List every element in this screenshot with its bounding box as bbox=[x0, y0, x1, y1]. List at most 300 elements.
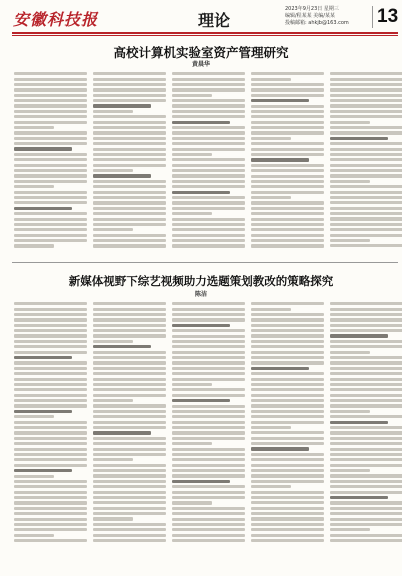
text-line bbox=[14, 212, 87, 215]
text-line bbox=[330, 512, 402, 515]
text-line bbox=[93, 523, 166, 526]
text-line bbox=[14, 313, 87, 316]
article2-title: 新媒体视野下综艺视频助力选题策划教改的策略探究 bbox=[68, 274, 334, 288]
text-line bbox=[172, 501, 212, 504]
text-line bbox=[14, 507, 87, 510]
text-line bbox=[251, 485, 291, 488]
text-line bbox=[93, 421, 166, 424]
text-line bbox=[251, 318, 324, 321]
text-line bbox=[330, 148, 402, 151]
text-line bbox=[93, 110, 133, 113]
text-line bbox=[14, 137, 87, 140]
text-line bbox=[172, 340, 245, 343]
text-line bbox=[251, 351, 324, 354]
masthead-rule-thin bbox=[12, 35, 398, 36]
text-line bbox=[172, 442, 212, 445]
text-line bbox=[172, 78, 245, 81]
text-line bbox=[251, 223, 324, 226]
text-line bbox=[14, 378, 87, 381]
text-line bbox=[172, 191, 230, 194]
text-line bbox=[172, 308, 245, 311]
text-line bbox=[14, 372, 87, 375]
text-line bbox=[93, 180, 166, 183]
text-line bbox=[251, 491, 324, 494]
text-line bbox=[330, 383, 402, 386]
text-line bbox=[93, 148, 166, 151]
text-line bbox=[251, 512, 324, 515]
text-line bbox=[330, 164, 402, 167]
text-line bbox=[14, 410, 72, 413]
text-line bbox=[14, 115, 87, 118]
text-line bbox=[14, 131, 87, 134]
text-line bbox=[172, 378, 245, 381]
text-line bbox=[93, 415, 166, 418]
text-line bbox=[14, 334, 87, 337]
text-line bbox=[251, 153, 324, 156]
text-line bbox=[14, 142, 87, 145]
text-line bbox=[14, 501, 87, 504]
text-line bbox=[172, 405, 245, 408]
text-line bbox=[251, 207, 324, 210]
text-line bbox=[14, 78, 87, 81]
text-line bbox=[172, 415, 245, 418]
text-line bbox=[251, 534, 324, 537]
text-line bbox=[172, 388, 245, 391]
text-line bbox=[330, 302, 402, 305]
text-line bbox=[330, 201, 402, 204]
text-line bbox=[93, 228, 133, 231]
text-line bbox=[14, 126, 54, 129]
text-column bbox=[172, 300, 245, 544]
article2-body bbox=[14, 300, 402, 544]
text-line bbox=[251, 191, 324, 194]
text-line bbox=[251, 131, 324, 134]
text-line bbox=[330, 244, 402, 247]
text-line bbox=[93, 399, 133, 402]
text-line bbox=[251, 410, 324, 413]
text-line bbox=[172, 458, 245, 461]
text-line bbox=[14, 399, 87, 402]
text-line bbox=[251, 399, 324, 402]
text-line bbox=[251, 169, 324, 172]
text-line bbox=[93, 507, 166, 510]
text-line bbox=[330, 207, 402, 210]
text-line bbox=[14, 218, 87, 221]
text-line bbox=[330, 345, 402, 348]
text-line bbox=[172, 512, 245, 515]
text-line bbox=[251, 539, 324, 542]
text-line bbox=[14, 180, 87, 183]
text-line bbox=[14, 528, 87, 531]
text-line bbox=[14, 174, 87, 177]
text-line bbox=[14, 239, 87, 242]
text-line bbox=[330, 539, 402, 542]
text-line bbox=[330, 361, 402, 364]
text-line bbox=[14, 421, 87, 424]
text-line bbox=[251, 78, 291, 81]
text-column bbox=[14, 300, 87, 544]
text-line bbox=[93, 404, 166, 407]
text-line bbox=[93, 480, 166, 483]
text-line bbox=[172, 126, 245, 129]
text-line bbox=[251, 239, 324, 242]
text-line bbox=[93, 131, 166, 134]
text-line bbox=[14, 223, 87, 226]
text-line bbox=[14, 302, 87, 305]
page-number-box bbox=[372, 6, 399, 28]
text-line bbox=[172, 158, 245, 161]
text-line bbox=[330, 324, 402, 327]
text-line bbox=[172, 426, 245, 429]
text-line bbox=[14, 491, 87, 494]
text-line bbox=[172, 469, 245, 472]
text-line bbox=[172, 207, 245, 210]
article-separator bbox=[12, 262, 398, 263]
text-line bbox=[251, 329, 324, 332]
text-line bbox=[14, 431, 87, 434]
text-line bbox=[330, 523, 402, 526]
text-line bbox=[172, 302, 245, 305]
text-line bbox=[93, 99, 166, 102]
text-line bbox=[330, 212, 402, 215]
text-line bbox=[93, 201, 166, 204]
text-line bbox=[172, 335, 245, 338]
text-line bbox=[330, 228, 402, 231]
text-line bbox=[93, 469, 166, 472]
text-line bbox=[172, 356, 245, 359]
text-line bbox=[172, 324, 230, 327]
text-line bbox=[330, 153, 402, 156]
text-line bbox=[172, 180, 245, 183]
text-line bbox=[14, 351, 87, 354]
text-line bbox=[330, 528, 370, 531]
text-line bbox=[172, 367, 245, 370]
text-line bbox=[251, 164, 324, 167]
text-line bbox=[330, 507, 402, 510]
text-line bbox=[251, 523, 324, 526]
text-column bbox=[330, 300, 402, 544]
text-line bbox=[14, 523, 87, 526]
text-line bbox=[251, 110, 324, 113]
text-line bbox=[330, 234, 402, 237]
text-line bbox=[251, 94, 324, 97]
text-line bbox=[93, 78, 166, 81]
issue-date: 2023年9月23日 星期三 bbox=[285, 6, 339, 12]
text-line bbox=[172, 83, 245, 86]
text-line bbox=[93, 104, 151, 107]
text-line bbox=[172, 480, 230, 483]
text-line bbox=[330, 169, 402, 172]
text-line bbox=[330, 534, 402, 537]
text-line bbox=[330, 431, 402, 434]
text-line bbox=[330, 185, 402, 188]
text-line bbox=[251, 496, 324, 499]
text-line bbox=[172, 94, 212, 97]
text-line bbox=[172, 142, 245, 145]
issue-email: 投稿邮箱: ahkjb@163.com bbox=[285, 20, 349, 26]
text-line bbox=[330, 121, 370, 124]
masthead-rule bbox=[12, 32, 398, 34]
text-line bbox=[330, 83, 402, 86]
text-line bbox=[14, 453, 87, 456]
text-line bbox=[251, 507, 324, 510]
text-line bbox=[251, 212, 324, 215]
text-line bbox=[330, 334, 388, 337]
text-line bbox=[251, 421, 324, 424]
text-line bbox=[172, 121, 230, 124]
text-line bbox=[330, 142, 402, 145]
text-line bbox=[93, 351, 166, 354]
text-line bbox=[330, 404, 402, 407]
text-line bbox=[172, 539, 245, 542]
text-line bbox=[93, 83, 166, 86]
text-line bbox=[251, 302, 324, 305]
text-line bbox=[14, 426, 87, 429]
text-line bbox=[172, 507, 245, 510]
text-line bbox=[14, 496, 87, 499]
text-line bbox=[330, 72, 402, 75]
text-line bbox=[14, 415, 54, 418]
article2-author: 陈洁 bbox=[194, 291, 207, 298]
text-line bbox=[330, 126, 402, 129]
text-line bbox=[330, 464, 402, 467]
text-line bbox=[93, 158, 166, 161]
text-line bbox=[330, 378, 402, 381]
text-line bbox=[93, 164, 166, 167]
text-line bbox=[251, 148, 324, 151]
text-line bbox=[14, 404, 87, 407]
text-line bbox=[172, 453, 245, 456]
text-line bbox=[330, 99, 402, 102]
text-line bbox=[172, 88, 245, 91]
text-line bbox=[251, 437, 324, 440]
text-line bbox=[14, 83, 87, 86]
text-line bbox=[14, 169, 87, 172]
text-line bbox=[251, 453, 324, 456]
text-line bbox=[330, 453, 402, 456]
text-line bbox=[172, 169, 245, 172]
text-line bbox=[172, 318, 245, 321]
text-line bbox=[330, 491, 402, 494]
text-line bbox=[14, 469, 72, 472]
text-line bbox=[93, 313, 166, 316]
text-line bbox=[251, 340, 324, 343]
text-line bbox=[172, 185, 245, 188]
text-line bbox=[330, 115, 402, 118]
text-line bbox=[14, 191, 87, 194]
text-line bbox=[93, 239, 166, 242]
text-line bbox=[172, 518, 245, 521]
text-line bbox=[172, 115, 245, 118]
text-line bbox=[251, 308, 291, 311]
text-line bbox=[172, 421, 245, 424]
text-line bbox=[93, 442, 166, 445]
article1-author: 黄晨华 bbox=[191, 61, 210, 68]
text-line bbox=[14, 324, 87, 327]
text-line bbox=[251, 378, 324, 381]
text-line bbox=[14, 234, 87, 237]
text-line bbox=[93, 367, 166, 370]
text-line bbox=[93, 115, 166, 118]
text-line bbox=[251, 372, 324, 375]
text-line bbox=[93, 72, 166, 75]
text-line bbox=[93, 361, 166, 364]
text-line bbox=[251, 458, 324, 461]
text-line bbox=[14, 464, 87, 467]
text-line bbox=[172, 110, 245, 113]
text-line bbox=[93, 394, 166, 397]
text-line bbox=[14, 88, 87, 91]
text-line bbox=[330, 340, 402, 343]
text-line bbox=[330, 158, 402, 161]
text-line bbox=[330, 469, 370, 472]
text-line bbox=[93, 388, 166, 391]
text-line bbox=[330, 217, 402, 220]
text-line bbox=[251, 180, 324, 183]
text-line bbox=[251, 126, 324, 129]
text-line bbox=[14, 72, 87, 75]
text-line bbox=[93, 491, 166, 494]
text-line bbox=[251, 404, 324, 407]
text-line bbox=[251, 356, 324, 359]
text-line bbox=[14, 99, 87, 102]
text-line bbox=[330, 388, 402, 391]
text-line bbox=[330, 474, 402, 477]
text-line bbox=[172, 313, 245, 316]
text-line bbox=[172, 383, 212, 386]
text-line bbox=[14, 361, 87, 364]
text-line bbox=[93, 426, 166, 429]
article1-body bbox=[14, 70, 402, 250]
text-line bbox=[251, 121, 324, 124]
text-line bbox=[14, 244, 54, 247]
text-line bbox=[330, 313, 402, 316]
text-line bbox=[172, 153, 212, 156]
text-line bbox=[93, 121, 166, 124]
text-line bbox=[172, 534, 245, 537]
text-line bbox=[251, 72, 324, 75]
text-line bbox=[330, 458, 402, 461]
text-line bbox=[93, 383, 166, 386]
text-line bbox=[251, 361, 324, 364]
text-line bbox=[330, 223, 402, 226]
text-line bbox=[251, 234, 324, 237]
text-line bbox=[172, 131, 245, 134]
text-line bbox=[251, 426, 291, 429]
text-line bbox=[172, 399, 230, 402]
text-line bbox=[93, 512, 166, 515]
text-line bbox=[93, 340, 133, 343]
text-line bbox=[251, 99, 309, 102]
text-line bbox=[330, 356, 402, 359]
text-line bbox=[172, 394, 245, 397]
text-line bbox=[14, 534, 54, 537]
text-line bbox=[14, 201, 87, 204]
text-line bbox=[14, 196, 87, 199]
text-line bbox=[93, 318, 166, 321]
text-line bbox=[93, 185, 166, 188]
text-line bbox=[251, 480, 324, 483]
text-line bbox=[330, 442, 402, 445]
text-line bbox=[251, 367, 309, 370]
text-line bbox=[330, 180, 370, 183]
text-line bbox=[251, 474, 324, 477]
text-line bbox=[93, 126, 166, 129]
text-line bbox=[14, 367, 87, 370]
text-line bbox=[251, 464, 324, 467]
text-line bbox=[93, 410, 166, 413]
text-line bbox=[172, 485, 245, 488]
text-line bbox=[93, 218, 166, 221]
text-line bbox=[251, 415, 324, 418]
text-line bbox=[93, 528, 166, 531]
text-line bbox=[330, 137, 388, 140]
text-line bbox=[330, 329, 402, 332]
text-line bbox=[251, 83, 324, 86]
text-line bbox=[93, 458, 133, 461]
article1-title: 高校计算机实验室资产管理研究 bbox=[113, 45, 289, 60]
text-line bbox=[14, 394, 87, 397]
text-line bbox=[14, 110, 87, 113]
text-line bbox=[93, 88, 166, 91]
text-line bbox=[330, 437, 402, 440]
text-line bbox=[330, 308, 402, 311]
text-line bbox=[93, 196, 166, 199]
text-line bbox=[93, 474, 166, 477]
text-line bbox=[251, 388, 324, 391]
text-line bbox=[172, 351, 245, 354]
text-line bbox=[14, 442, 87, 445]
text-line bbox=[93, 539, 166, 542]
text-line bbox=[93, 169, 133, 172]
text-line bbox=[172, 464, 245, 467]
text-line bbox=[251, 115, 324, 118]
text-line bbox=[93, 191, 166, 194]
issue-editor: 编辑/程某某 美编/某某 bbox=[285, 13, 335, 19]
text-line bbox=[93, 234, 166, 237]
text-line bbox=[14, 485, 87, 488]
text-line bbox=[330, 448, 402, 451]
text-line bbox=[172, 523, 245, 526]
text-line bbox=[172, 474, 245, 477]
text-line bbox=[330, 239, 370, 242]
text-line bbox=[251, 501, 324, 504]
text-line bbox=[93, 517, 133, 520]
text-line bbox=[251, 517, 324, 520]
masthead bbox=[0, 0, 402, 34]
text-line bbox=[251, 142, 324, 145]
text-line bbox=[330, 78, 402, 81]
text-line bbox=[172, 99, 245, 102]
text-line bbox=[251, 105, 324, 108]
text-line bbox=[251, 201, 324, 204]
text-line bbox=[330, 518, 402, 521]
section-title: 理论 bbox=[198, 11, 231, 30]
text-line bbox=[330, 367, 402, 370]
text-line bbox=[93, 437, 166, 440]
text-line bbox=[251, 394, 324, 397]
text-line bbox=[172, 448, 245, 451]
text-line bbox=[14, 207, 72, 210]
text-line bbox=[251, 137, 291, 140]
text-line bbox=[93, 308, 166, 311]
text-line bbox=[14, 458, 87, 461]
text-column bbox=[93, 300, 166, 544]
text-line bbox=[330, 410, 370, 413]
text-line bbox=[330, 351, 370, 354]
text-line bbox=[172, 410, 245, 413]
text-line bbox=[251, 383, 324, 386]
